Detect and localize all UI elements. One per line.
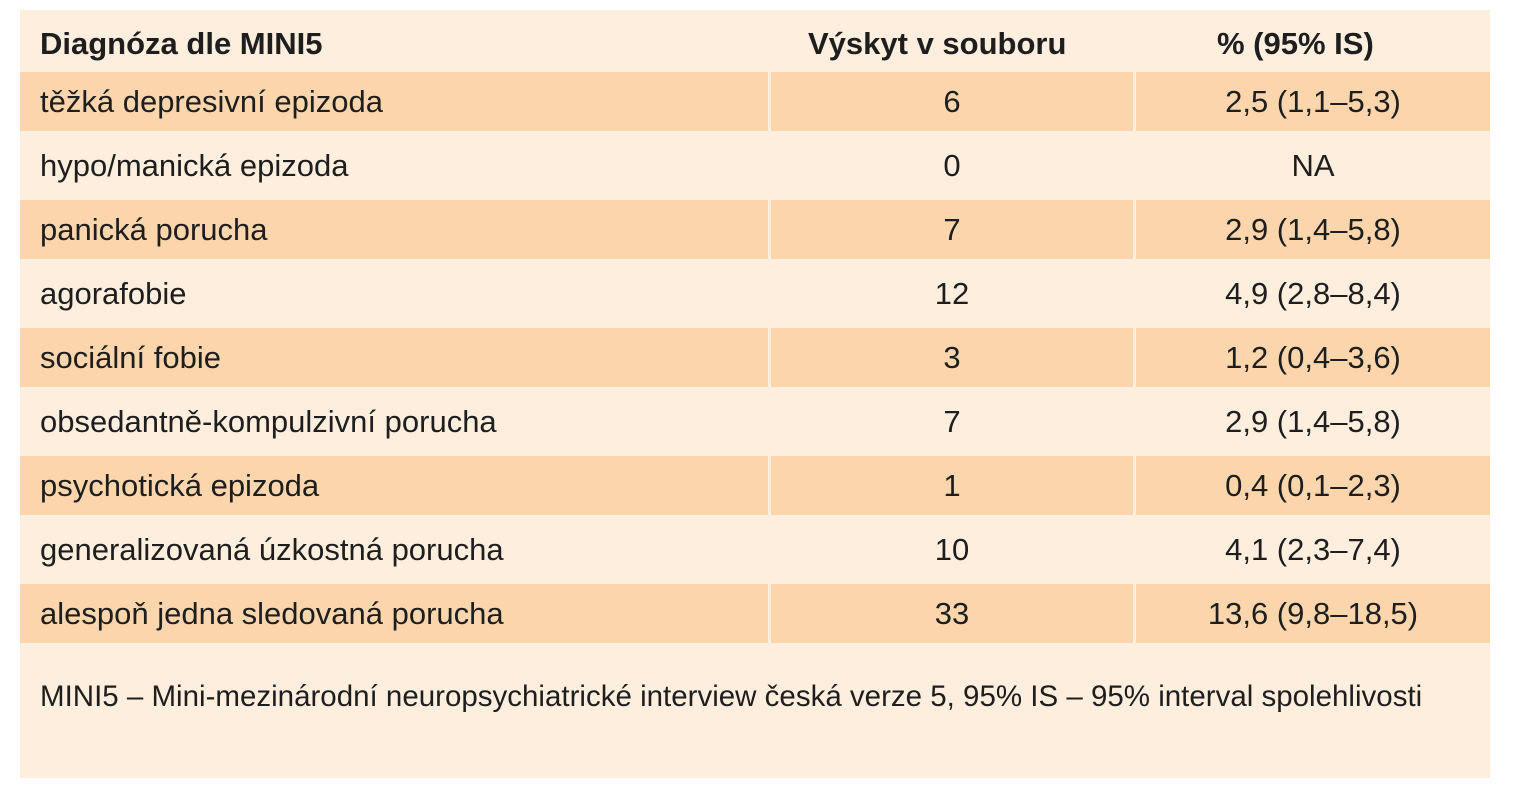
table-row <box>20 72 1490 131</box>
table-row <box>20 136 1490 195</box>
count-cell: 3 <box>771 328 1133 387</box>
percent-cell: 13,6 (9,8–18,5) <box>1136 584 1490 643</box>
diagnosis-table <box>20 10 1490 778</box>
percent-cell: 2,5 (1,1–5,3) <box>1136 72 1490 131</box>
column-header-count: Výskyt v souboru <box>808 26 1067 61</box>
diagnosis-cell: sociální fobie <box>20 328 768 387</box>
count-cell: 7 <box>771 200 1133 259</box>
diagnosis-cell: obsedantně-kompulzivní porucha <box>40 403 497 439</box>
diagnosis-cell: těžká depresivní epizoda <box>20 72 768 131</box>
percent-cell: 0,4 (0,1–2,3) <box>1136 456 1490 515</box>
count-cell: 1 <box>771 456 1133 515</box>
table-row <box>20 328 1490 387</box>
diagnosis-cell: panická porucha <box>20 200 768 259</box>
count-cell: 6 <box>771 72 1133 131</box>
diagnosis-cell: psychotická epizoda <box>20 456 768 515</box>
count-cell: 7 <box>943 403 961 439</box>
table-footnote: MINI5 – Mini-mezinárodní neuropsychiatrické interview česká verze 5, 95% IS – 95% interval spolehlivosti <box>40 680 1423 713</box>
diagnosis-cell: alespoň jedna sledovaná porucha <box>20 584 768 643</box>
count-cell: 12 <box>934 275 970 311</box>
table-row <box>20 456 1490 515</box>
diagnosis-cell: generalizovaná úzkostná porucha <box>40 531 504 567</box>
table-row <box>20 584 1490 643</box>
diagnosis-cell: agorafobie <box>40 275 187 311</box>
count-cell: 0 <box>943 147 961 183</box>
percent-cell: 4,9 (2,8–8,4) <box>1225 275 1401 311</box>
table-row <box>20 392 1490 451</box>
column-header-diagnosis: Diagnóza dle MINI5 <box>40 26 323 61</box>
count-cell: 10 <box>934 531 970 567</box>
table-row <box>20 264 1490 323</box>
count-cell: 33 <box>771 584 1133 643</box>
column-header-percent: % (95% IS) <box>1217 26 1374 61</box>
table-row <box>20 200 1490 259</box>
percent-cell: 4,1 (2,3–7,4) <box>1225 531 1401 567</box>
table-row <box>20 520 1490 579</box>
diagnosis-cell: hypo/manická epizoda <box>40 147 349 183</box>
percent-cell: 1,2 (0,4–3,6) <box>1136 328 1490 387</box>
percent-cell: 2,9 (1,4–5,8) <box>1136 200 1490 259</box>
percent-cell: 2,9 (1,4–5,8) <box>1225 403 1401 439</box>
percent-cell: NA <box>1291 147 1335 183</box>
table-header <box>20 10 1490 72</box>
